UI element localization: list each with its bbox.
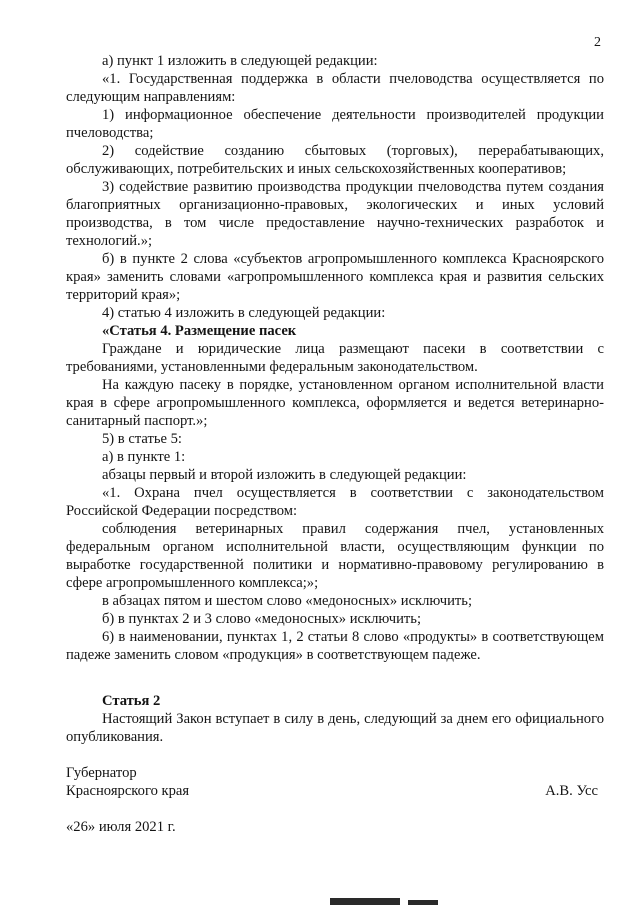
paragraph: 2) содействие созданию сбытовых (торговых), перерабатывающих, обслуживающих, потребительских и иных сельскохозяйственных кооперативов; <box>66 143 604 177</box>
paragraph: 1) информационное обеспечение деятельности производителей продукции пчеловодства; <box>66 107 604 141</box>
paragraph: соблюдения ветеринарных правил содержания пчел, установленных федеральным органом исполнительной власти, осуществляющим функции по выработке государственной политики и нормативно-правовому регулированию в сфере агропромышленного комплекса;»; <box>66 521 604 591</box>
paragraph: «1. Государственная поддержка в области пчеловодства осуществляется по следующим направлениям: <box>66 71 604 105</box>
signatory-name: А.В. Усс <box>545 783 598 799</box>
document-date: «26» июля 2021 г. <box>66 819 176 835</box>
paragraph: На каждую пасеку в порядке, установленном органом исполнительной власти края в сфере агропромышленного комплекса, оформляется и ведется ветеринарно-санитарный паспорт.»; <box>66 377 604 429</box>
paragraph: в абзацах пятом и шестом слово «медоносных» исключить; <box>102 593 473 609</box>
paragraph: а) в пункте 1: <box>102 449 186 465</box>
paragraph: 4) статью 4 изложить в следующей редакции: <box>102 305 386 321</box>
article-4-heading: «Статья 4. Размещение пасек <box>102 323 297 339</box>
paragraph: «1. Охрана пчел осуществляется в соответствии с законодательством Российской Федерации посредством: <box>66 485 604 519</box>
paragraph: 5) в статье 5: <box>102 431 182 447</box>
paragraph: Граждане и юридические лица размещают пасеки в соответствии с требованиями, установленными федеральным законодательством. <box>66 341 604 375</box>
paragraph: б) в пункте 2 слова «субъектов агропромышленного комплекса Красноярского края» заменить словами «агропромышленного комплекса края и развития сельских территорий края»; <box>66 251 604 303</box>
stamp-fragment <box>408 900 438 905</box>
paragraph: а) пункт 1 изложить в следующей редакции: <box>102 53 378 69</box>
signatory-title-line: Красноярского края <box>66 783 190 799</box>
article-2-text: Настоящий Закон вступает в силу в день, следующий за днем его официального опубликования. <box>66 711 604 745</box>
signatory-title <box>66 764 189 800</box>
stamp-fragment <box>330 898 400 905</box>
section-gap <box>66 664 604 692</box>
page-number: 2 <box>594 35 601 50</box>
paragraph: 3) содействие развитию производства продукции пчеловодства путем создания благоприятных организационно-правовых, экологических и иных условий производства, в том числе предоставление научно-технических разработок и технологий.»; <box>66 179 604 249</box>
article-2-heading: Статья 2 <box>102 693 161 709</box>
document-body <box>66 52 604 746</box>
paragraph: абзацы первый и второй изложить в следующей редакции: <box>102 467 467 483</box>
paragraph: 6) в наименовании, пунктах 1, 2 статьи 8 слово «продукты» в соответствующем падеже заменить словом «продукция» в соответствующем падеже. <box>66 629 604 663</box>
signatory-title-line: Губернатор <box>66 765 137 781</box>
paragraph: б) в пунктах 2 и 3 слово «медоносных» исключить; <box>102 611 421 627</box>
